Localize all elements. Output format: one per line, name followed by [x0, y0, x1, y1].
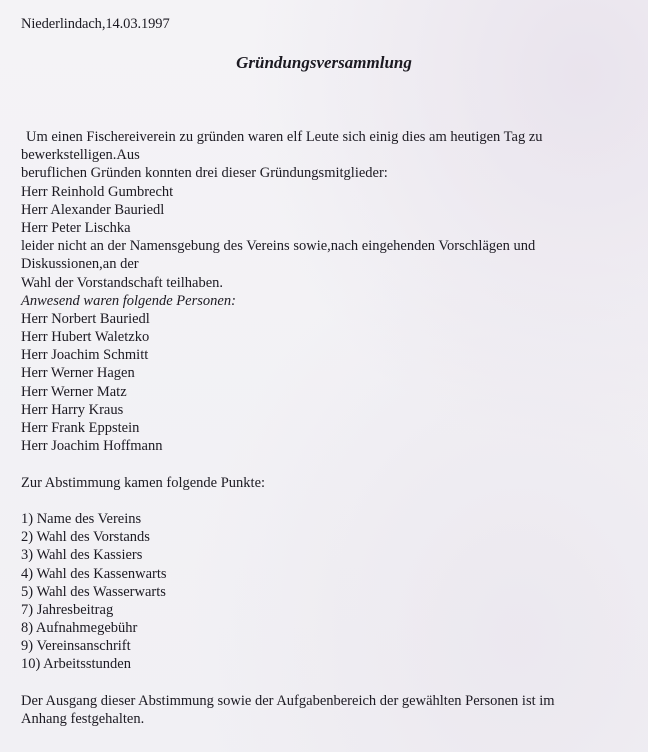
agenda-heading: Zur Abstimmung kamen folgende Punkte:	[21, 474, 266, 491]
agenda-item: 4) Wahl des Kassenwarts	[21, 565, 167, 582]
present-member: Herr Hubert Waletzko	[21, 329, 150, 346]
present-member: Herr Harry Kraus	[21, 401, 124, 418]
place-date: Niederlindach,14.03.1997	[21, 16, 170, 32]
present-member: Herr Werner Hagen	[21, 365, 135, 382]
intro-line-3: beruflichen Gründen konnten drei dieser Gründungsmitglieder:	[21, 165, 388, 182]
absent-note-line-3: Wahl der Vorstandschaft teilhaben.	[21, 274, 224, 291]
intro-line-1: Um einen Fischereiverein zu gründen waren elf Leute sich einig dies am heutigen Tag zu	[26, 129, 543, 145]
present-member: Herr Norbert Bauriedl	[21, 310, 150, 327]
intro-line-2: bewerkstelligen.Aus	[21, 147, 140, 164]
agenda-item: 5) Wahl des Wasserwarts	[21, 583, 166, 600]
absent-note-line-1: leider nicht an der Namensgebung des Vereins sowie,nach eingehenden Vorschlägen und	[21, 238, 536, 255]
spacer	[21, 455, 621, 473]
closing-line-2: Anhang festgehalten.	[21, 711, 145, 727]
agenda-item: 9) Vereinsanschrift	[21, 638, 131, 655]
present-member: Herr Frank Eppstein	[21, 420, 140, 436]
absent-note-line-2: Diskussionen,an der	[21, 256, 139, 273]
agenda-item: 3) Wahl des Kassiers	[21, 547, 143, 564]
agenda-item: 2) Wahl des Vorstands	[21, 529, 150, 546]
document-body	[21, 128, 621, 728]
agenda-item: 8) Aufnahmegebühr	[21, 620, 138, 637]
absent-member: Herr Peter Lischka	[21, 219, 131, 236]
agenda-item: 7) Jahresbeitrag	[21, 601, 114, 618]
spacer	[21, 674, 621, 692]
spacer	[21, 492, 621, 510]
closing-line-1: Der Ausgang dieser Abstimmung sowie der Aufgabenbereich der gewählten Personen ist im	[21, 692, 555, 709]
agenda-item: 10) Arbeitsstunden	[21, 656, 131, 673]
document-title: Gründungsversammlung	[236, 53, 412, 72]
agenda-item: 1) Name des Vereins	[21, 510, 142, 527]
present-member: Herr Joachim Hoffmann	[21, 438, 163, 455]
present-member: Herr Werner Matz	[21, 383, 127, 400]
absent-member: Herr Reinhold Gumbrecht	[21, 183, 174, 200]
absent-member: Herr Alexander Bauriedl	[21, 201, 165, 218]
present-heading: Anwesend waren folgende Personen:	[21, 292, 236, 309]
present-member: Herr Joachim Schmitt	[21, 347, 149, 364]
